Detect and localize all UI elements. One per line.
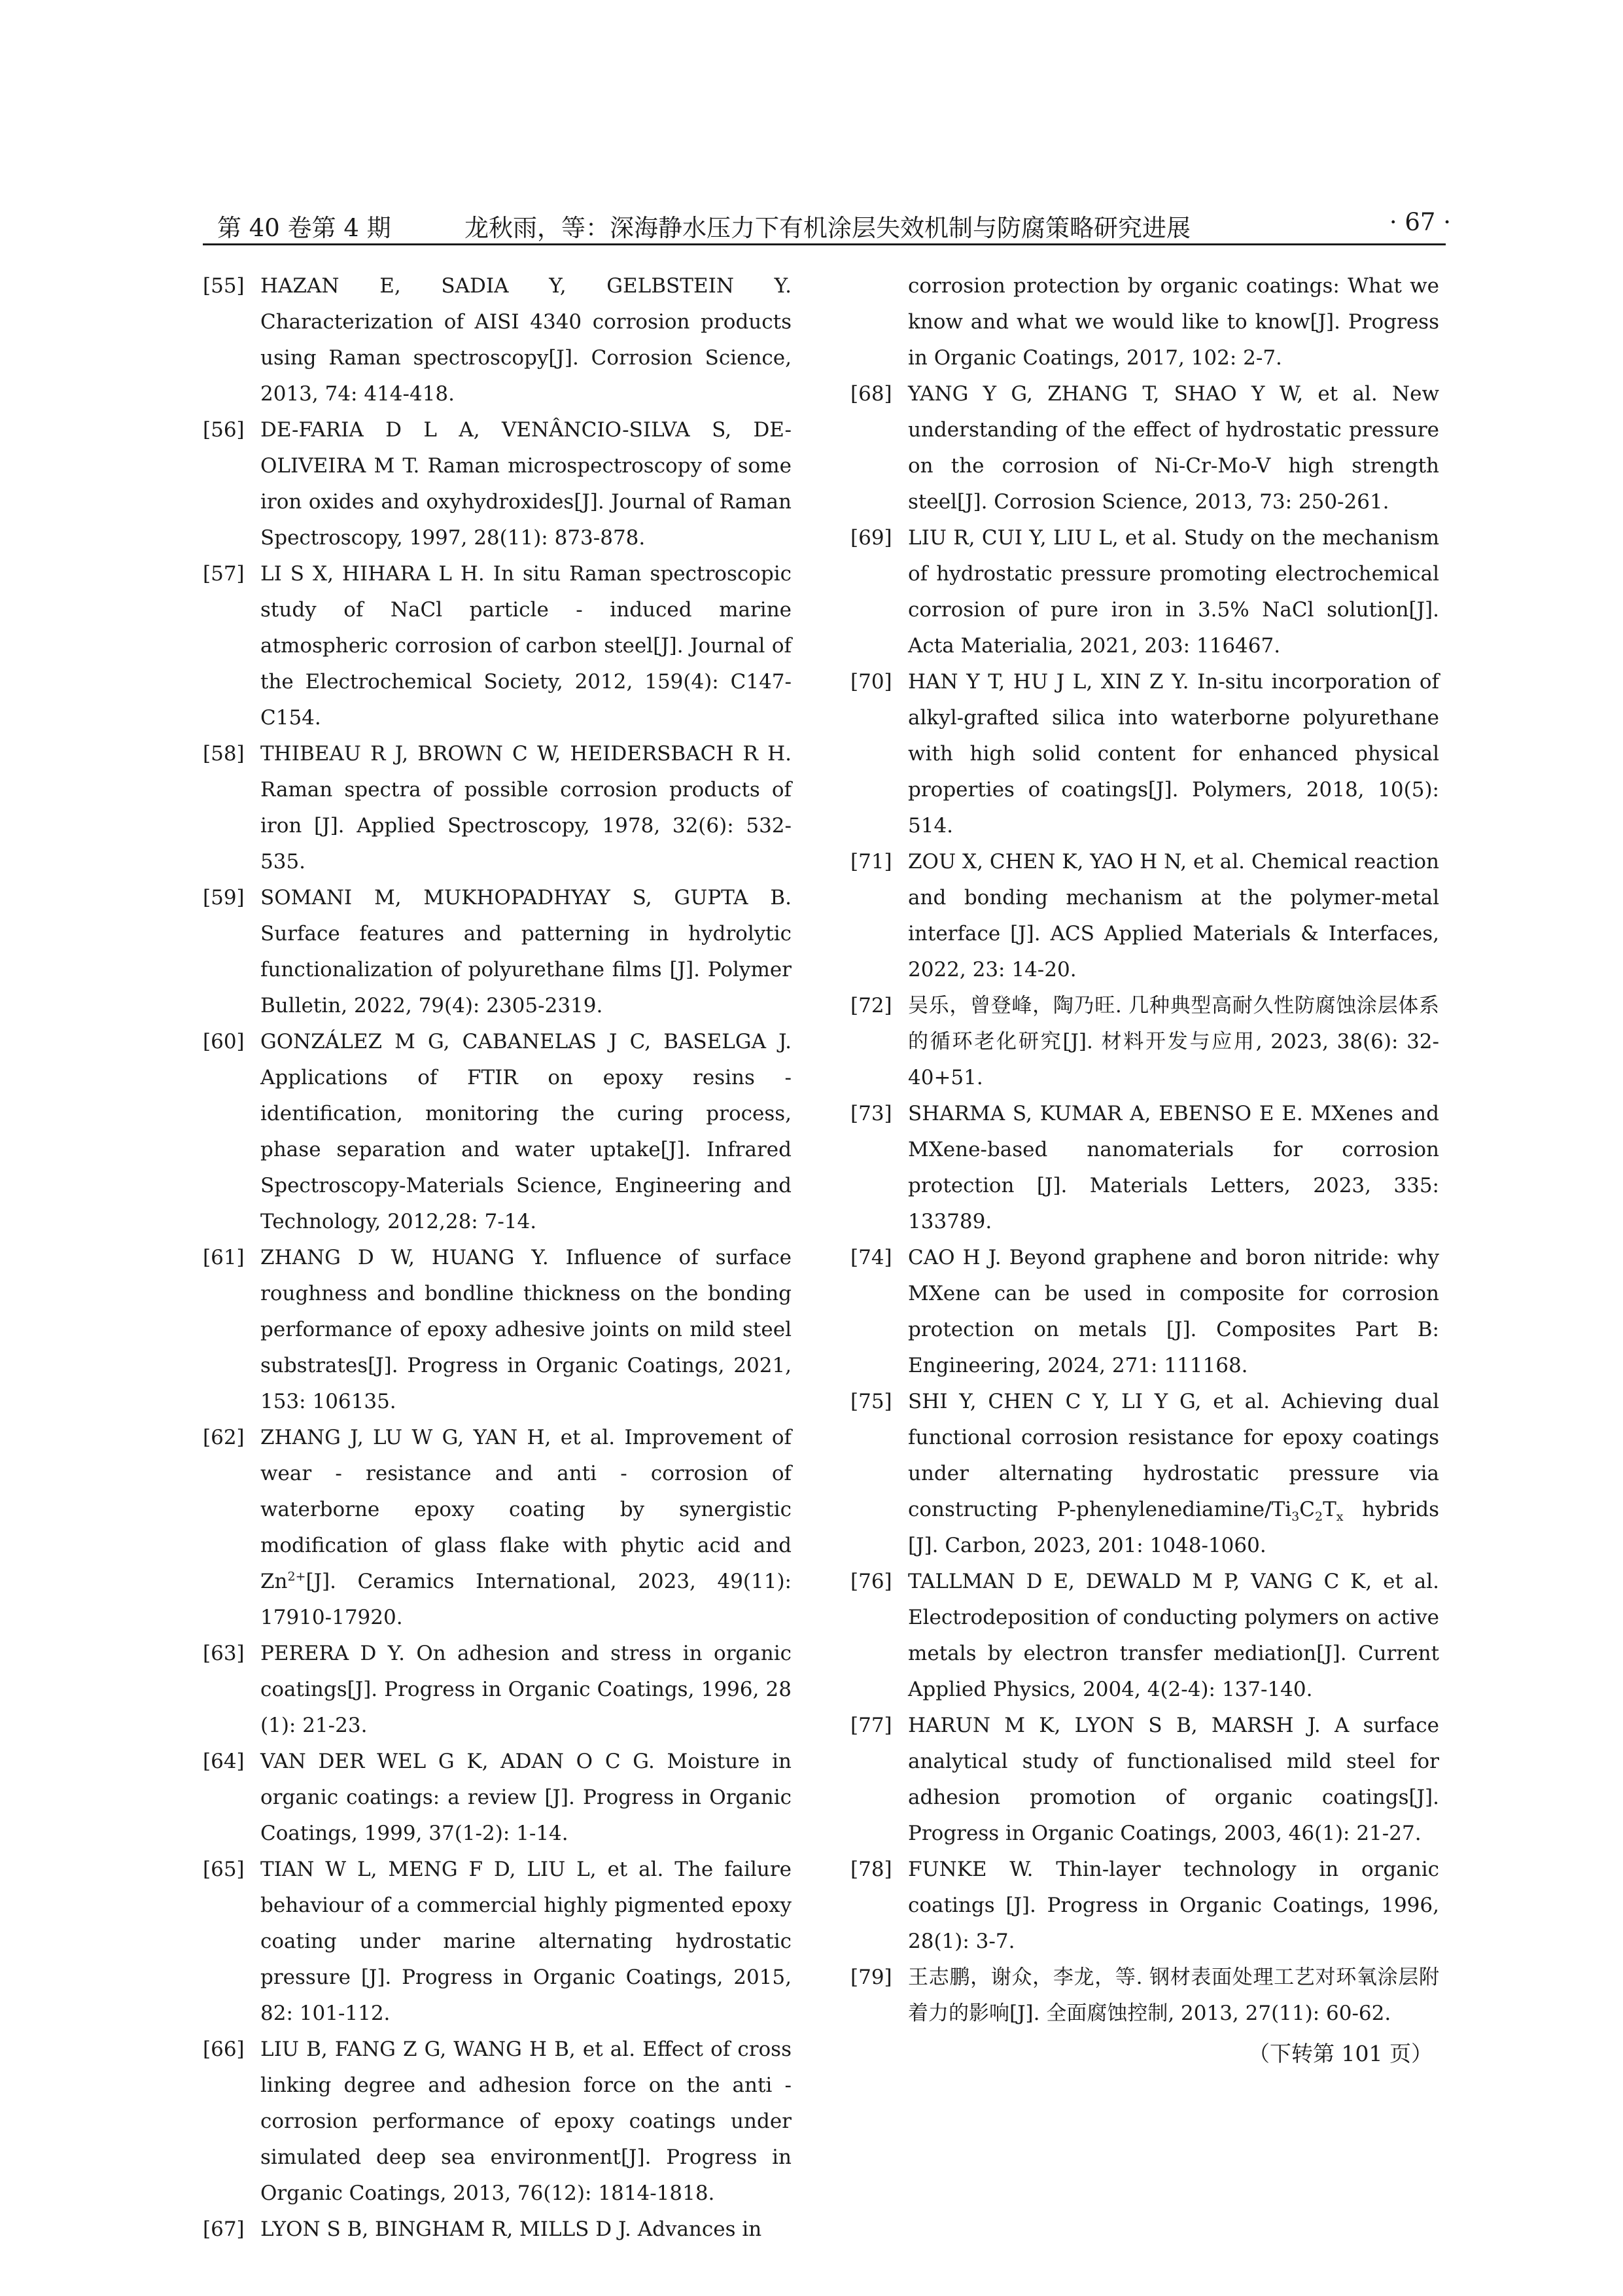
reference-item xyxy=(203,1852,792,2032)
reference-number: [79] xyxy=(850,1966,892,1989)
reference-text: ZHANG D W, HUANG Y. Influence of surface roughness and bondline thickness on the bonding performance of epoxy adhesive joints on mild steel substrates[J]. Progress in Organic Coatings, 2021, 153: 106135. xyxy=(260,1246,792,1413)
reference-item xyxy=(850,1852,1439,1960)
reference-item xyxy=(850,376,1439,520)
reference-item xyxy=(850,844,1439,988)
reference-number: [70] xyxy=(850,670,892,694)
reference-text: LIU B, FANG Z G, WANG H B, et al. Effect of cross linking degree and adhesion force on the anti - corrosion performance of epoxy coatings under simulated deep sea environment[J]. Progress in Organic Coatings, 2013, 76(12): 1814-1818. xyxy=(260,2038,792,2205)
journal-issue: 第 40 卷第 4 期 xyxy=(217,214,391,242)
reference-item xyxy=(850,1564,1439,1708)
reference-text: TIAN W L, MENG F D, LIU L, et al. The failure behaviour of a commercial highly pigmented epoxy coating under marine alternating hydrostatic pressure [J]. Progress in Organic Coatings, 2015, 82: 101-112. xyxy=(260,1858,792,2025)
reference-text: GONZÁLEZ M G, CABANELAS J C, BASELGA J. Applications of FTIR on epoxy resins - identification, monitoring the curing process, phase separation and water uptake[J]. Infrared Spectroscopy-Materials Science, Engineering and Technology, 2012,28: 7-14. xyxy=(260,1030,792,1233)
reference-number: [64] xyxy=(203,1750,245,1773)
reference-number: [57] xyxy=(203,562,245,586)
reference-number: [73] xyxy=(850,1102,892,1125)
reference-text-part: [J]. Ceramics International, 2023, 49(11): 17910-17920. xyxy=(260,1570,792,1629)
reference-number: [55] xyxy=(203,274,245,298)
reference-number: [59] xyxy=(203,886,245,910)
reference-item xyxy=(203,1744,792,1852)
article-title: 龙秋雨，等：深海静水压力下有机涂层失效机制与防腐策略研究进展 xyxy=(464,214,1191,242)
reference-number: [56] xyxy=(203,418,245,442)
reference-item xyxy=(203,1636,792,1744)
reference-item xyxy=(203,556,792,736)
reference-number: [61] xyxy=(203,1246,245,1269)
reference-text-part: ZHANG J, LU W G, YAN H, et al. Improvement of wear - resistance and anti - corrosion of waterborne epoxy coating by synergistic modification of glass flake with phytic acid and Zn xyxy=(260,1426,792,1593)
reference-text: SHARMA S, KUMAR A, EBENSO E E. MXenes and MXene-based nanomaterials for corrosion protection [J]. Materials Letters, 2023, 335: 133789. xyxy=(908,1102,1439,1233)
reference-number: [69] xyxy=(850,526,892,550)
running-header xyxy=(203,208,1451,247)
reference-text: LI S X, HIHARA L H. In situ Raman spectroscopic study of NaCl particle - induced marine atmospheric corrosion of carbon steel[J]. Journal of the Electrochemical Society, 2012, 159(4): C147-C154. xyxy=(260,562,792,730)
reference-item xyxy=(203,1024,792,1240)
reference-number: [77] xyxy=(850,1714,892,1737)
reference-number: [72] xyxy=(850,994,892,1017)
reference-item xyxy=(203,880,792,1024)
reference-number: [78] xyxy=(850,1858,892,1881)
reference-item xyxy=(850,1708,1439,1852)
formula-part: T xyxy=(1323,1498,1336,1521)
reference-number: [76] xyxy=(850,1570,892,1593)
reference-text: THIBEAU R J, BROWN C W, HEIDERSBACH R H. Raman spectra of possible corrosion products of iron [J]. Applied Spectroscopy, 1978, 32(6): 532-535. xyxy=(260,742,792,874)
reference-item xyxy=(203,1240,792,1420)
reference-number: [75] xyxy=(850,1390,892,1413)
reference-text xyxy=(908,1384,1439,1564)
continued-on-page-note: （下转第 101 页） xyxy=(1248,2041,1433,2066)
reference-item xyxy=(203,2032,792,2212)
reference-number: [67] xyxy=(203,2217,245,2241)
reference-text: 王志鹏，谢众，李龙，等. 钢材表面处理工艺对环氧涂层附着力的影响[J]. 全面腐蚀控制, 2013, 27(11): 60-62. xyxy=(908,1966,1439,2025)
reference-item xyxy=(850,1240,1439,1384)
reference-text: 吴乐，曾登峰，陶乃旺. 几种典型高耐久性防腐蚀涂层体系的循环老化研究[J]. 材料开发与应用, 2023, 38(6): 32-40+51. xyxy=(908,994,1439,1089)
reference-text-part: SHI Y, CHEN C Y, LI Y G, et al. Achieving dual functional corrosion resistance for epoxy coatings under alternating hydrostatic pressure via constructing P-phenylenediamine/Ti xyxy=(908,1390,1439,1521)
page-number: · 67 · xyxy=(1389,208,1451,236)
reference-item xyxy=(203,412,792,556)
reference-item xyxy=(203,2212,792,2248)
formula-subscript: x xyxy=(1336,1510,1344,1525)
reference-item xyxy=(203,268,792,412)
reference-text: DE-FARIA D L A, VENÂNCIO-SILVA S, DE-OLIVEIRA M T. Raman microspectroscopy of some iron oxides and oxyhydroxides[J]. Journal of Raman Spectroscopy, 1997, 28(11): 873-878. xyxy=(260,418,792,550)
reference-text xyxy=(260,1420,792,1636)
reference-text: CAO H J. Beyond graphene and boron nitride: why MXene can be used in composite for corrosion protection on metals [J]. Composites Part B: Engineering, 2024, 271: 111168. xyxy=(908,1246,1439,1377)
left-column xyxy=(203,268,792,2248)
reference-number: [74] xyxy=(850,1246,892,1269)
reference-item xyxy=(850,988,1439,1096)
reference-number: [62] xyxy=(203,1426,245,1449)
reference-text: FUNKE W. Thin-layer technology in organic coatings [J]. Progress in Organic Coatings, 1996, 28(1): 3-7. xyxy=(908,1858,1439,1953)
reference-text-part: hybrids [J]. Carbon, 2023, 201: 1048-1060. xyxy=(908,1498,1439,1557)
header-rule xyxy=(203,243,1446,245)
reference-text: LIU R, CUI Y, LIU L, et al. Study on the mechanism of hydrostatic pressure promoting electrochemical corrosion of pure iron in 3.5% NaCl solution[J]. Acta Materialia, 2021, 203: 116467. xyxy=(908,526,1439,658)
reference-number: [60] xyxy=(203,1030,245,1053)
reference-number: [65] xyxy=(203,1858,245,1881)
reference-item xyxy=(203,736,792,880)
reference-text: PERERA D Y. On adhesion and stress in organic coatings[J]. Progress in Organic Coatings, 1996, 28 (1): 21-23. xyxy=(260,1642,792,1737)
ion-charge-superscript: 2+ xyxy=(287,1569,306,1584)
formula-part: C xyxy=(1299,1498,1315,1521)
reference-item xyxy=(850,1960,1439,2032)
reference-text: TALLMAN D E, DEWALD M P, VANG C K, et al. Electrodeposition of conducting polymers on active metals by electron transfer mediation[J]. Current Applied Physics, 2004, 4(2-4): 137-140. xyxy=(908,1570,1439,1701)
formula-subscript: 3 xyxy=(1291,1510,1300,1525)
reference-item xyxy=(203,1420,792,1636)
reference-text: SOMANI M, MUKHOPADHYAY S, GUPTA B. Surface features and patterning in hydrolytic functionalization of polyurethane films [J]. Polymer Bulletin, 2022, 79(4): 2305-2319. xyxy=(260,886,792,1017)
reference-text: VAN DER WEL G K, ADAN O C G. Moisture in organic coatings: a review [J]. Progress in Organic Coatings, 1999, 37(1-2): 1-14. xyxy=(260,1750,792,1845)
right-column xyxy=(850,268,1439,2072)
reference-text: ZOU X, CHEN K, YAO H N, et al. Chemical reaction and bonding mechanism at the polymer-metal interface [J]. ACS Applied Materials & Interfaces, 2022, 23: 14-20. xyxy=(908,850,1439,981)
reference-number: [71] xyxy=(850,850,892,874)
reference-number: [68] xyxy=(850,382,892,406)
reference-number: [58] xyxy=(203,742,245,766)
reference-continuation: corrosion protection by organic coatings: What we know and what we would like to know[J]. Progress in Organic Coatings, 2017, 102: 2-7. xyxy=(908,274,1439,370)
reference-text: LYON S B, BINGHAM R, MILLS D J. Advances in xyxy=(260,2217,762,2241)
reference-number: [63] xyxy=(203,1642,245,1665)
formula-subscript: 2 xyxy=(1314,1510,1323,1525)
reference-text: YANG Y G, ZHANG T, SHAO Y W, et al. New understanding of the effect of hydrostatic pressure on the corrosion of Ni-Cr-Mo-V high strength steel[J]. Corrosion Science, 2013, 73: 250-261. xyxy=(908,382,1439,514)
reference-text: HAZAN E, SADIA Y, GELBSTEIN Y. Characterization of AISI 4340 corrosion products using Raman spectroscopy[J]. Corrosion Science, 2013, 74: 414-418. xyxy=(260,274,792,406)
reference-item xyxy=(850,520,1439,664)
reference-item xyxy=(850,1384,1439,1564)
reference-text: HAN Y T, HU J L, XIN Z Y. In-situ incorporation of alkyl-grafted silica into waterborne polyurethane with high solid content for enhanced physical properties of coatings[J]. Polymers, 2018, 10(5): 514. xyxy=(908,670,1439,838)
reference-text: HARUN M K, LYON S B, MARSH J. A surface analytical study of functionalised mild steel for adhesion promotion of organic coatings[J]. Progress in Organic Coatings, 2003, 46(1): 21-27. xyxy=(908,1714,1439,1845)
reference-item xyxy=(850,664,1439,844)
reference-item xyxy=(850,1096,1439,1240)
reference-number: [66] xyxy=(203,2038,245,2061)
